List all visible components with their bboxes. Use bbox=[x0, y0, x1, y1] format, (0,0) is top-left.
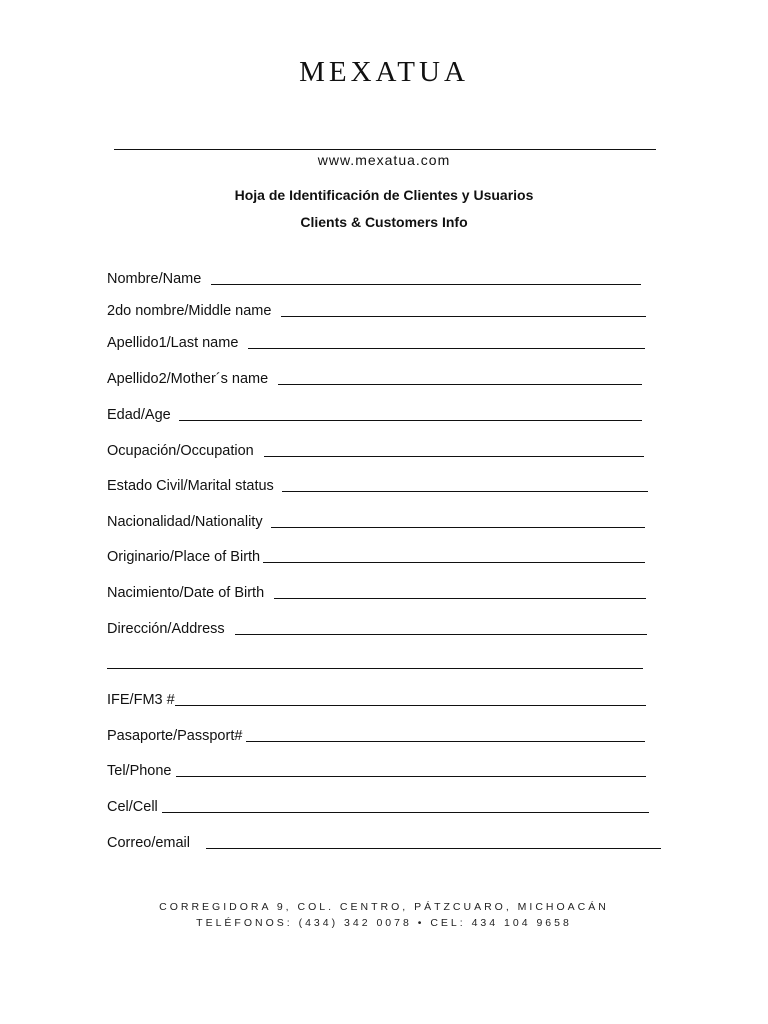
footer-phones: TELÉFONOS: (434) 342 0078 • CEL: 434 104 9658 bbox=[196, 917, 572, 929]
field-address[interactable] bbox=[107, 617, 647, 637]
field-line-last-name[interactable] bbox=[248, 347, 645, 349]
field-email[interactable] bbox=[107, 831, 661, 851]
field-label-marital-status: Estado Civil/Marital status bbox=[107, 478, 274, 494]
field-label-place-of-birth: Originario/Place of Birth bbox=[107, 549, 261, 565]
field-line-passport[interactable] bbox=[246, 740, 645, 742]
field-age[interactable] bbox=[107, 403, 642, 423]
brand-logo-text: MEXATUA bbox=[299, 56, 469, 88]
field-label-nationality: Nacionalidad/Nationality bbox=[107, 514, 263, 530]
field-phone[interactable] bbox=[107, 759, 646, 779]
field-middle-name[interactable] bbox=[107, 299, 646, 319]
field-line-ife-fm3[interactable] bbox=[175, 704, 646, 706]
field-mothers-name[interactable] bbox=[107, 367, 642, 387]
website-link[interactable]: www.mexatua.com bbox=[317, 152, 451, 168]
field-line-middle-name[interactable] bbox=[281, 315, 646, 317]
field-label-phone: Tel/Phone bbox=[107, 763, 172, 779]
header-divider bbox=[114, 149, 656, 150]
field-nationality[interactable] bbox=[107, 510, 645, 530]
field-line-marital-status[interactable] bbox=[282, 490, 648, 492]
field-label-email: Correo/email bbox=[107, 835, 190, 851]
footer-address: CORREGIDORA 9, COL. CENTRO, PÁTZCUARO, MICHOACÁN bbox=[159, 901, 609, 913]
field-place-of-birth[interactable] bbox=[107, 545, 645, 565]
field-cell[interactable] bbox=[107, 795, 649, 815]
address-continuation-line[interactable] bbox=[107, 668, 643, 669]
field-line-mothers-name[interactable] bbox=[278, 383, 642, 385]
form-title-english: Clients & Customers Info bbox=[300, 214, 468, 230]
field-line-email[interactable] bbox=[206, 847, 661, 849]
field-label-age: Edad/Age bbox=[107, 407, 171, 423]
field-line-cell[interactable] bbox=[162, 811, 649, 813]
field-line-date-of-birth[interactable] bbox=[274, 597, 646, 599]
field-line-phone[interactable] bbox=[176, 775, 647, 777]
field-label-cell: Cel/Cell bbox=[107, 799, 158, 815]
field-marital-status[interactable] bbox=[107, 474, 648, 494]
field-ife-fm3[interactable] bbox=[107, 688, 646, 708]
field-label-mothers-name: Apellido2/Mother´s name bbox=[107, 371, 269, 387]
field-label-date-of-birth: Nacimiento/Date of Birth bbox=[107, 585, 265, 601]
field-name[interactable] bbox=[107, 267, 641, 287]
field-line-nationality[interactable] bbox=[271, 526, 645, 528]
field-date-of-birth[interactable] bbox=[107, 581, 646, 601]
field-occupation[interactable] bbox=[107, 439, 644, 459]
field-last-name[interactable] bbox=[107, 331, 645, 351]
field-label-ife-fm3: IFE/FM3 # bbox=[107, 692, 175, 708]
field-line-name[interactable] bbox=[211, 283, 641, 285]
field-label-middle-name: 2do nombre/Middle name bbox=[107, 303, 272, 319]
form-title-spanish: Hoja de Identificación de Clientes y Usuarios bbox=[234, 187, 534, 203]
field-line-place-of-birth[interactable] bbox=[263, 561, 645, 563]
field-label-occupation: Ocupación/Occupation bbox=[107, 443, 254, 459]
field-line-age[interactable] bbox=[179, 419, 642, 421]
field-passport[interactable] bbox=[107, 724, 645, 744]
field-label-passport: Pasaporte/Passport# bbox=[107, 728, 243, 744]
field-label-address: Dirección/Address bbox=[107, 621, 225, 637]
field-label-name: Nombre/Name bbox=[107, 271, 202, 287]
field-label-last-name: Apellido1/Last name bbox=[107, 335, 239, 351]
field-line-address[interactable] bbox=[235, 633, 647, 635]
field-line-occupation[interactable] bbox=[264, 455, 644, 457]
